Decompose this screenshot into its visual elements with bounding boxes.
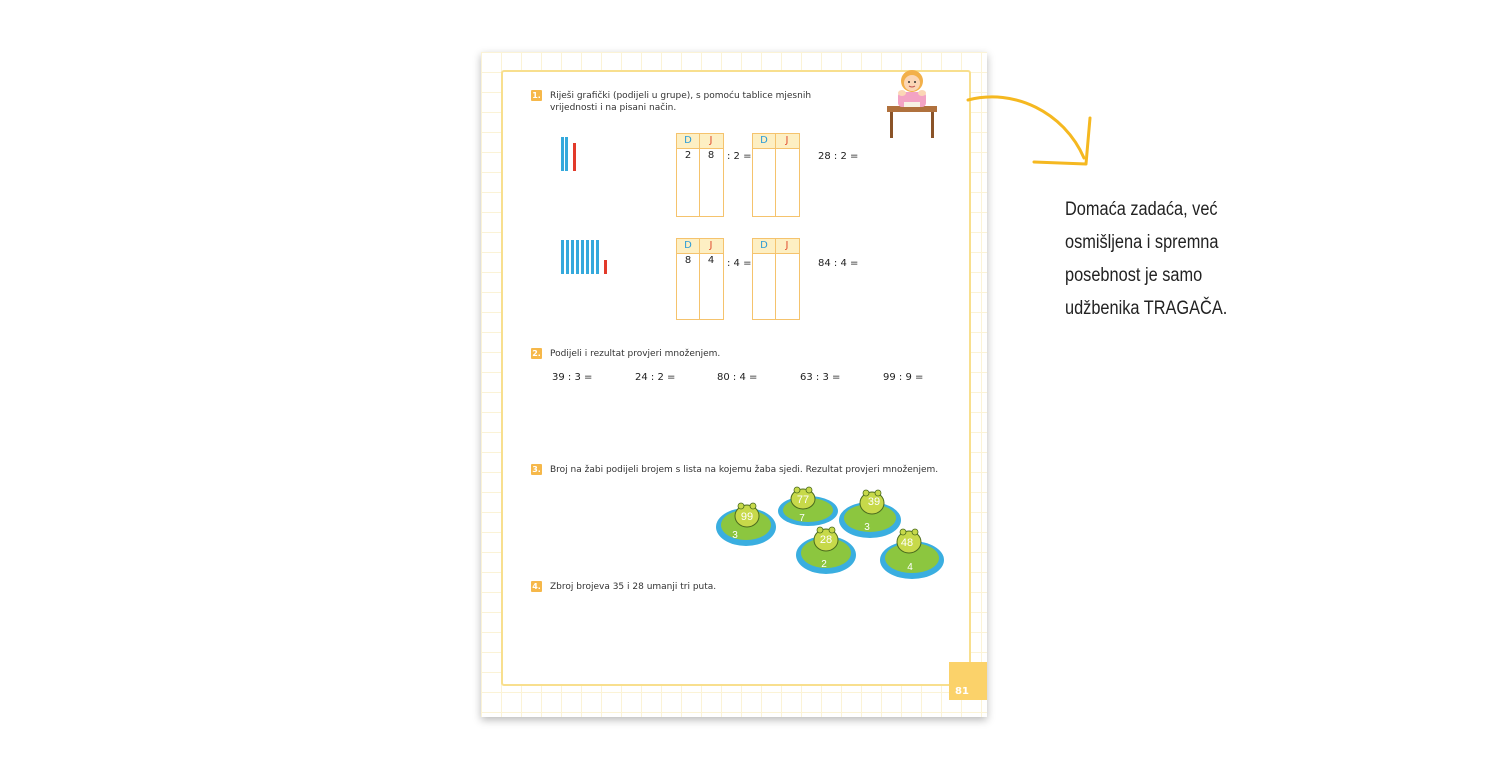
ten-rod [565,137,568,171]
side-note-line: udžbenika TRAGAČA. [1065,298,1228,319]
place-value-table-84 [676,238,724,320]
side-note-line: posebnost je samo [1065,265,1203,286]
leaf-number: 3 [864,522,870,533]
task-2-number: 2. [532,349,541,358]
tens-digit: 2 [684,150,692,161]
tens-header: D [760,135,768,146]
leaf-number: 3 [732,530,738,541]
units-header: J [709,135,713,146]
tens-digit: 8 [684,255,692,266]
leaf-number: 4 [907,562,913,573]
task-1-instruction [550,90,811,114]
side-note [1065,193,1227,325]
task-3-instruction: Broj na žabi podijeli brojem s lista na kojemu žaba sjedi. Rezultat provjeri množenjem. [550,465,939,475]
units-header: J [709,240,713,251]
frog-number: 77 [796,494,810,506]
tens-header: D [760,240,768,251]
units-digit: 4 [707,255,715,266]
ten-rod [561,137,564,171]
side-note-line: osmišljena i spremna [1065,232,1219,253]
divisor-label: : 2 = [727,151,752,162]
unit-cubes [573,143,576,171]
girl-at-desk-illustration [884,64,940,140]
task-4-instruction: Zbroj brojeva 35 i 28 umanji tri puta. [550,582,717,592]
lily-pad-frog [716,503,776,546]
division-expression: 80 : 4 = [717,372,758,383]
task-2-instruction: Podijeli i rezultat provjeri množenjem. [550,349,721,359]
lily-pad-frog [839,490,901,538]
frog-number: 28 [819,534,833,546]
lily-pad-frog [880,529,944,579]
place-value-table-28 [676,133,724,217]
side-note-line: Domaća zadaća, već [1065,199,1218,220]
lily-pad-frog [796,527,856,574]
lily-pad-frog [778,487,838,526]
units-header: J [785,240,789,251]
frogs-on-lily-pads [714,480,950,584]
task-1-text-line2: vrijednosti i na pisani način. [550,103,677,113]
leaf-number: 2 [821,559,827,570]
written-division: 28 : 2 = [818,151,859,162]
page-number: 81 [955,686,969,697]
task-1-number: 1. [532,91,541,100]
division-expression: 39 : 3 = [552,372,593,383]
unit-cubes [604,260,607,274]
units-header: J [785,135,789,146]
frog-number: 48 [900,537,914,549]
units-digit: 8 [707,150,715,161]
divisor-label: : 4 = [727,258,752,269]
tens-header: D [684,135,692,146]
division-expression: 99 : 9 = [883,372,924,383]
task-1-text-line1: Riješi grafički (podijeli u grupe), s pomoću tablice mjesnih [550,91,812,101]
ten-rods [561,240,599,274]
division-expression: 63 : 3 = [800,372,841,383]
written-division: 84 : 4 = [818,258,859,269]
task-4-number: 4. [532,582,541,591]
tens-header: D [684,240,692,251]
leaf-number: 7 [799,513,805,524]
task-3-number: 3. [532,465,541,474]
curved-arrow-icon [964,92,1094,172]
answer-place-value-table [752,133,800,217]
frog-number: 39 [867,496,881,508]
frog-number: 99 [740,511,754,523]
page-number-tab [949,662,987,700]
division-expression: 24 : 2 = [635,372,676,383]
answer-place-value-table [752,238,800,320]
